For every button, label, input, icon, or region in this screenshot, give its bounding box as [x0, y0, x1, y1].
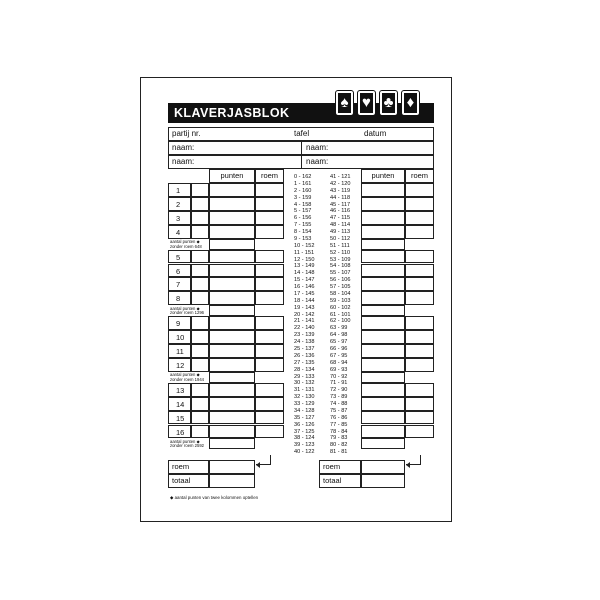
- punten-cell: [361, 264, 405, 278]
- partij-label: partij nr.: [172, 129, 201, 138]
- score-entry: 26 - 136: [294, 352, 315, 359]
- subtotal-label: zonder roem 1296: [170, 310, 204, 316]
- score-entry: 24 - 138: [294, 339, 315, 346]
- roem-cell: [255, 250, 284, 264]
- score-entry: 30 - 132: [294, 380, 315, 387]
- score-entry: 25 - 137: [294, 346, 315, 352]
- score-entry: 19 - 143: [294, 304, 315, 311]
- round-blank-cell: [191, 316, 209, 330]
- roem-cell: [255, 291, 284, 305]
- roem-cell: [255, 330, 284, 344]
- punten-cell: [209, 197, 255, 211]
- round-number: 8: [176, 294, 181, 304]
- punten-header: punten: [371, 171, 395, 180]
- score-entry: 14 - 148: [294, 270, 315, 277]
- score-entry: 74 - 88: [330, 401, 348, 408]
- score-entry: 39 - 123: [294, 442, 315, 449]
- score-entry: 27 - 135: [294, 359, 315, 366]
- score-entry: 60 - 102: [330, 304, 351, 311]
- punten-cell: [209, 291, 255, 305]
- score-entry: 38 - 124: [294, 435, 315, 442]
- roem-cell: [405, 291, 434, 305]
- footnote: ◆ aantal punten van twee kolommen optellen: [170, 495, 259, 500]
- round-blank-cell: [191, 425, 209, 439]
- totaal-cell: [361, 474, 405, 488]
- score-entry: 70 - 92: [330, 373, 348, 380]
- score-entry: 33 - 129: [294, 401, 315, 408]
- score-entry: 2 - 160: [294, 187, 312, 194]
- subtotal-label: aantal punten ◆: [170, 438, 200, 444]
- roem-cell: [255, 225, 284, 239]
- score-entry: 53 - 109: [330, 256, 351, 263]
- roem-cell: [405, 225, 434, 239]
- roem-cell: [405, 397, 434, 411]
- naam-label-3: naam:: [172, 157, 195, 166]
- roem-total-cell: [209, 460, 255, 474]
- diamond-icon: ♦: [402, 91, 419, 115]
- score-entry: 65 - 97: [330, 339, 348, 346]
- score-entry: 31 - 131: [294, 387, 315, 394]
- subtotal-label: zonder roem 2592: [170, 443, 204, 449]
- score-entry: 61 - 101: [330, 311, 351, 318]
- tafel-label: tafel: [294, 129, 310, 138]
- score-entry: 10 - 152: [294, 242, 315, 249]
- round-blank-cell: [191, 197, 209, 211]
- round-blank-cell: [191, 330, 209, 344]
- score-entry: 37 - 125: [294, 428, 315, 435]
- score-entry: 55 - 107: [330, 270, 351, 277]
- roem-cell: [405, 277, 434, 291]
- score-entry: 81 - 81: [330, 449, 348, 456]
- score-entry: 75 - 87: [330, 407, 348, 414]
- score-entry: 78 - 84: [330, 428, 348, 435]
- score-entry: 54 - 108: [330, 263, 351, 270]
- score-entry: 57 - 105: [330, 284, 351, 291]
- score-entry: 45 - 117: [330, 201, 351, 208]
- score-entry: 0 - 162: [294, 174, 312, 180]
- round-number: 2: [176, 199, 181, 209]
- score-entry: 36 - 126: [294, 421, 315, 428]
- round-number: 12: [176, 360, 185, 370]
- roem-total-label: roem: [172, 462, 190, 471]
- roem-cell: [405, 425, 434, 439]
- punten-cell: [361, 225, 405, 239]
- roem-cell: [255, 197, 284, 211]
- score-entry: 77 - 85: [330, 421, 348, 428]
- score-entry: 29 - 133: [294, 373, 315, 380]
- score-entry: 59 - 103: [330, 297, 351, 304]
- round-blank-cell: [191, 183, 209, 197]
- roem-cell: [405, 411, 434, 425]
- score-entry: 46 - 116: [330, 208, 351, 215]
- round-blank-cell: [191, 264, 209, 278]
- score-entry: 64 - 98: [330, 332, 348, 339]
- punten-cell: [209, 316, 255, 330]
- subtotal-cell: [361, 305, 405, 316]
- roem-total-cell: [361, 460, 405, 474]
- punten-header: punten: [220, 171, 244, 180]
- roem-cell: [255, 211, 284, 225]
- roem-cell: [255, 316, 284, 330]
- roem-cell: [255, 358, 284, 372]
- roem-cell: [405, 344, 434, 358]
- round-number: 6: [176, 266, 181, 276]
- subtotal-label: zonder roem 1944: [170, 376, 204, 382]
- score-entry: 50 - 112: [330, 235, 351, 242]
- punten-cell: [361, 383, 405, 397]
- score-entry: 43 - 119: [330, 187, 351, 194]
- sheet-title: KLAVERJASBLOK: [174, 106, 290, 120]
- punten-cell: [209, 211, 255, 225]
- score-entry: 58 - 104: [330, 290, 351, 297]
- roem-header: roem: [410, 171, 429, 180]
- club-icon: ♣: [380, 91, 397, 115]
- score-entry: 68 - 94: [330, 359, 348, 366]
- score-entry: 72 - 90: [330, 387, 348, 394]
- roem-cell: [405, 316, 434, 330]
- round-number: 10: [176, 333, 185, 343]
- round-blank-cell: [191, 383, 209, 397]
- roem-cell: [255, 277, 284, 291]
- subtotal-cell: [209, 239, 255, 250]
- punten-cell: [361, 411, 405, 425]
- round-blank-cell: [191, 397, 209, 411]
- subtotal-label: zonder roem 648: [170, 243, 202, 249]
- round-blank-cell: [191, 250, 209, 264]
- score-entry: 52 - 110: [330, 249, 351, 256]
- round-number: 15: [176, 413, 185, 423]
- score-entry: 51 - 111: [330, 242, 350, 249]
- punten-cell: [361, 358, 405, 372]
- subtotal-label: aantal punten ◆: [170, 305, 200, 311]
- round-blank-cell: [191, 358, 209, 372]
- score-entry: 12 - 150: [294, 256, 315, 263]
- punten-cell: [361, 291, 405, 305]
- roem-cell: [255, 383, 284, 397]
- punten-cell: [209, 397, 255, 411]
- round-number: 5: [176, 252, 181, 262]
- score-entry: 44 - 118: [330, 194, 351, 201]
- round-number: 11: [176, 347, 184, 356]
- totaal-label: totaal: [323, 476, 342, 485]
- score-entry: 40 - 122: [294, 449, 315, 456]
- roem-cell: [405, 197, 434, 211]
- score-entry: 4 - 158: [294, 201, 312, 208]
- score-entry: 34 - 128: [294, 407, 315, 414]
- naam-label-4: naam:: [306, 157, 329, 166]
- score-entry: 71 - 91: [330, 380, 348, 387]
- roem-cell: [255, 183, 284, 197]
- score-entry: 48 - 114: [330, 222, 351, 229]
- arrow-head-icon: [256, 462, 260, 468]
- round-blank-cell: [191, 225, 209, 239]
- punten-cell: [361, 397, 405, 411]
- roem-cell: [255, 411, 284, 425]
- score-entry: 13 - 149: [294, 263, 315, 270]
- roem-cell: [255, 264, 284, 278]
- score-entry: 1 - 161: [294, 180, 312, 187]
- punten-cell: [361, 183, 405, 197]
- punten-cell: [209, 250, 255, 264]
- header-divider: [301, 141, 302, 169]
- totaal-cell: [209, 474, 255, 488]
- naam-label-2: naam:: [306, 143, 329, 152]
- score-entry: 5 - 157: [294, 208, 312, 215]
- roem-cell: [405, 383, 434, 397]
- score-entry: 80 - 82: [330, 442, 348, 449]
- score-entry: 62 - 100: [330, 318, 351, 325]
- subtotal-cell: [209, 372, 255, 383]
- score-entry: 42 - 120: [330, 180, 351, 187]
- punten-cell: [209, 225, 255, 239]
- score-entry: 21 - 141: [294, 318, 315, 325]
- score-entry: 76 - 86: [330, 414, 348, 421]
- score-entry: 16 - 146: [294, 284, 315, 291]
- score-entry: 73 - 89: [330, 394, 348, 401]
- round-blank-cell: [191, 277, 209, 291]
- roem-cell: [405, 264, 434, 278]
- roem-cell: [405, 211, 434, 225]
- punten-cell: [361, 425, 405, 439]
- punten-cell: [209, 183, 255, 197]
- punten-cell: [209, 330, 255, 344]
- roem-header: roem: [260, 171, 279, 180]
- subtotal-cell: [361, 438, 405, 449]
- punten-cell: [209, 383, 255, 397]
- punten-cell: [361, 277, 405, 291]
- subtotal-cell: [361, 239, 405, 250]
- naam-label-1: naam:: [172, 143, 195, 152]
- punten-cell: [361, 330, 405, 344]
- score-entry: 11 - 151: [294, 249, 315, 256]
- roem-cell: [405, 183, 434, 197]
- roem-cell: [255, 344, 284, 358]
- punten-cell: [361, 197, 405, 211]
- score-entry: 66 - 96: [330, 346, 348, 352]
- score-entry: 32 - 130: [294, 394, 315, 401]
- score-entry: 79 - 83: [330, 435, 348, 442]
- punten-cell: [209, 425, 255, 439]
- round-number: 9: [176, 319, 181, 329]
- score-entry: 67 - 95: [330, 352, 348, 359]
- punten-cell: [209, 264, 255, 278]
- score-entry: 63 - 99: [330, 325, 348, 332]
- round-blank-cell: [191, 291, 209, 305]
- score-entry: 20 - 142: [294, 311, 315, 318]
- arrow-head-icon: [406, 462, 410, 468]
- subtotal-label: aantal punten ◆: [170, 372, 200, 378]
- subtotal-cell: [209, 305, 255, 316]
- score-entry: 35 - 127: [294, 414, 315, 421]
- punten-cell: [361, 316, 405, 330]
- score-entry: 9 - 153: [294, 235, 312, 242]
- roem-cell: [255, 425, 284, 439]
- punten-cell: [209, 411, 255, 425]
- punten-cell: [361, 344, 405, 358]
- roem-cell: [405, 330, 434, 344]
- score-entry: 3 - 159: [294, 194, 312, 201]
- score-entry: 41 - 121: [330, 174, 351, 180]
- score-entry: 49 - 113: [330, 229, 351, 236]
- score-entry: 15 - 147: [294, 277, 315, 284]
- round-number: 14: [176, 399, 185, 409]
- punten-cell: [361, 211, 405, 225]
- score-entry: 47 - 115: [330, 215, 351, 222]
- score-entry: 8 - 154: [294, 229, 312, 236]
- punten-cell: [361, 250, 405, 264]
- roem-cell: [405, 358, 434, 372]
- subtotal-label: aantal punten ◆: [170, 239, 200, 245]
- heart-icon: ♥: [358, 91, 375, 115]
- score-entry: 18 - 144: [294, 297, 315, 304]
- round-number: 13: [176, 385, 185, 395]
- roem-total-label: roem: [323, 462, 341, 471]
- round-blank-cell: [191, 211, 209, 225]
- totaal-label: totaal: [172, 476, 191, 485]
- punten-cell: [209, 344, 255, 358]
- datum-label: datum: [364, 129, 387, 138]
- score-entry: 56 - 106: [330, 277, 351, 284]
- spade-icon: ♠: [336, 91, 353, 115]
- round-number: 1: [176, 186, 181, 195]
- round-blank-cell: [191, 411, 209, 425]
- round-number: 4: [176, 227, 181, 237]
- punten-cell: [209, 358, 255, 372]
- round-number: 3: [176, 213, 181, 223]
- punten-cell: [209, 277, 255, 291]
- score-entry: 28 - 134: [294, 366, 315, 373]
- score-entry: 17 - 145: [294, 290, 315, 297]
- round-blank-cell: [191, 344, 209, 358]
- subtotal-cell: [209, 438, 255, 449]
- round-number: 16: [176, 427, 185, 437]
- score-entry: 6 - 156: [294, 215, 312, 222]
- score-entry: 69 - 93: [330, 366, 348, 373]
- score-entry: 23 - 139: [294, 332, 315, 339]
- round-number: 7: [176, 280, 181, 290]
- score-entry: 22 - 140: [294, 325, 315, 332]
- subtotal-cell: [361, 372, 405, 383]
- roem-cell: [405, 250, 434, 264]
- roem-cell: [255, 397, 284, 411]
- score-entry: 7 - 155: [294, 222, 312, 229]
